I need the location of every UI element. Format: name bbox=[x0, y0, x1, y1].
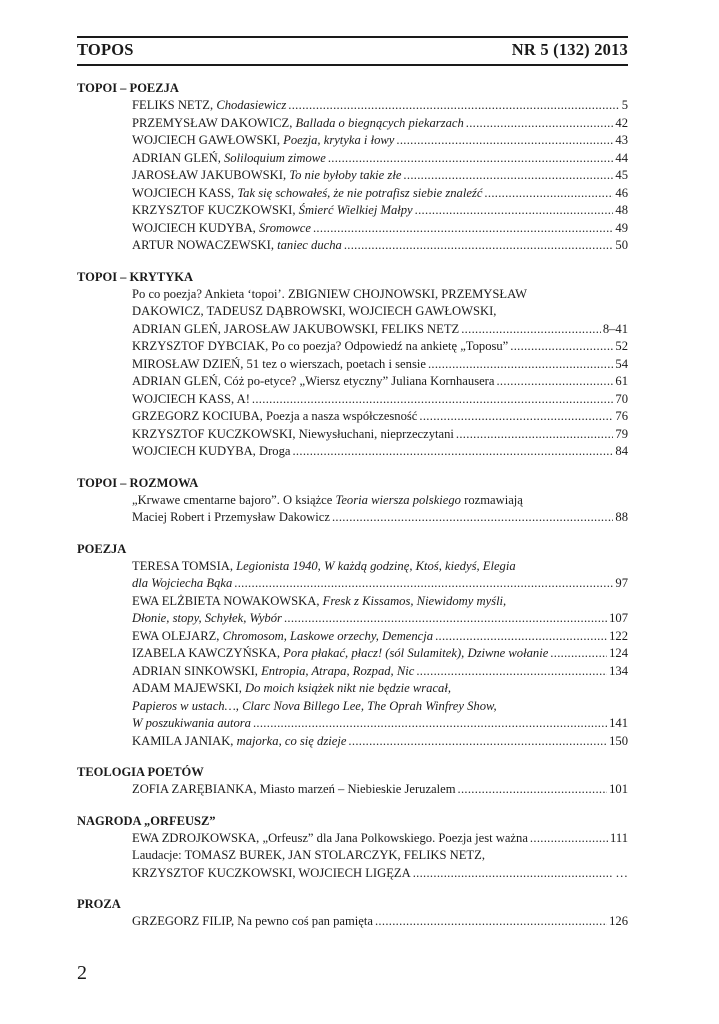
entry-work-title: dla Wojciecha Bąka bbox=[132, 576, 233, 590]
toc-entry bbox=[132, 97, 628, 115]
toc-entry bbox=[132, 373, 628, 391]
page-number: 2 bbox=[77, 962, 87, 984]
entry-work-title: Papieros w ustach…, Clarc Nova Billego Lee, The Oprah Winfrey Show, bbox=[132, 698, 497, 713]
entry-page-number: 70 bbox=[615, 391, 628, 406]
toc-entry bbox=[132, 733, 628, 751]
entry-page-number: 8–41 bbox=[602, 321, 628, 336]
entry-page-number: 150 bbox=[609, 733, 628, 748]
toc-entry bbox=[132, 303, 628, 321]
dot-leader bbox=[428, 356, 613, 374]
section-title: POEZJA bbox=[77, 541, 127, 556]
issue-number: NR 5 (132) 2013 bbox=[511, 40, 628, 59]
entry-page-number: 48 bbox=[615, 203, 628, 217]
entry-text bbox=[132, 663, 414, 681]
entry-text bbox=[132, 97, 286, 115]
toc-entry bbox=[132, 132, 628, 150]
section-title: TEOLOGIA POETÓW bbox=[77, 765, 204, 779]
entry-text bbox=[132, 373, 494, 391]
toc-entry bbox=[132, 628, 628, 646]
section-title: TOPOI – KRYTYKA bbox=[77, 269, 194, 284]
entry-author: ADRIAN GLEŃ, JAROSŁAW JAKUBOWSKI, FELIKS NETZ bbox=[132, 321, 460, 336]
entry-author: GRZEGORZ FILIP, Na pewno coś pan pamięta bbox=[132, 914, 373, 928]
entry-text bbox=[132, 610, 282, 628]
entry-author: GRZEGORZ KOCIUBA, Poezja a nasza współczesność bbox=[132, 409, 418, 423]
entry-author: FELIKS NETZ, bbox=[132, 98, 217, 112]
entry-text bbox=[132, 356, 426, 374]
entry-work-title: Tak się schowałeś, że nie potrafisz siebie znaleźć bbox=[237, 185, 483, 200]
toc-entry bbox=[132, 830, 628, 848]
toc-entry bbox=[132, 509, 628, 527]
entry-text bbox=[132, 558, 516, 576]
entry-author: WOJCIECH KASS, bbox=[132, 185, 238, 200]
dot-leader bbox=[530, 830, 608, 848]
entry-text bbox=[132, 575, 232, 593]
toc-entry bbox=[132, 663, 628, 681]
entry-author: IZABELA KAWCZYŃSKA, bbox=[132, 646, 284, 660]
toc-section bbox=[77, 269, 628, 461]
entry-text bbox=[132, 781, 456, 799]
entry-text bbox=[132, 830, 528, 848]
entry-page-number: 124 bbox=[609, 646, 628, 660]
entry-page-number: 79 bbox=[615, 426, 628, 441]
entry-text bbox=[132, 391, 250, 409]
toc-entry bbox=[132, 492, 628, 510]
header-bottom-rule bbox=[77, 64, 628, 66]
dot-leader bbox=[313, 220, 613, 238]
entry-text bbox=[132, 645, 548, 663]
entry-page-number: 126 bbox=[609, 914, 628, 928]
entry-page-number: 134 bbox=[609, 663, 628, 678]
toc-entry bbox=[132, 426, 628, 444]
toc-entry bbox=[132, 610, 628, 628]
toc-entry bbox=[132, 202, 628, 220]
entry-page-number: 88 bbox=[615, 510, 628, 524]
toc-entry bbox=[132, 150, 628, 168]
entry-text bbox=[132, 492, 523, 510]
entry-page-number: 84 bbox=[615, 444, 628, 458]
dot-leader bbox=[456, 426, 614, 444]
toc-entry bbox=[132, 781, 628, 799]
journal-title: TOPOS bbox=[77, 40, 134, 59]
dot-leader bbox=[344, 237, 614, 255]
entry-text bbox=[132, 913, 373, 931]
entry-page-number: 107 bbox=[609, 611, 628, 625]
entry-author: ADRIAN GLEŃ, bbox=[132, 150, 224, 165]
entry-page-number: 42 bbox=[615, 115, 628, 130]
entry-page-number: 50 bbox=[615, 238, 628, 252]
entry-work-title: Legionista 1940, W każdą godzinę, Ktoś, kiedyś, Elegia bbox=[236, 558, 516, 573]
entry-author: KRZYSZTOF KUCZKOWSKI, bbox=[132, 203, 299, 217]
entry-text bbox=[132, 715, 251, 733]
section-title: TOPOI – POEZJA bbox=[77, 81, 179, 95]
entry-page-number: 49 bbox=[615, 220, 628, 235]
entry-author: KRZYSZTOF DYBCIAK, Po co poezja? Odpowiedź na ankietę „Toposu” bbox=[132, 339, 509, 353]
entry-page-number: 45 bbox=[615, 168, 628, 182]
entry-author: Laudacje: TOMASZ BUREK, JAN STOLARCZYK, FELIKS NETZ, bbox=[132, 848, 485, 862]
entry-author: MIROSŁAW DZIEŃ, 51 tez o wierszach, poetach i sensie bbox=[132, 356, 426, 371]
dot-leader bbox=[484, 185, 613, 203]
entry-page-number: 122 bbox=[609, 628, 628, 643]
toc-section bbox=[77, 80, 628, 255]
entry-author: DAKOWICZ, TADEUSZ DĄBROWSKI, WOJCIECH GAWŁOWSKI, bbox=[132, 304, 497, 318]
entry-author: TERESA TOMSIA, bbox=[132, 558, 237, 573]
toc-entry bbox=[132, 408, 628, 426]
toc-section bbox=[77, 541, 628, 751]
entry-author: KRZYSZTOF KUCZKOWSKI, Niewysłuchani, nieprzeczytani bbox=[132, 426, 454, 441]
toc-entry bbox=[132, 575, 628, 593]
entry-page-number: 52 bbox=[615, 339, 628, 353]
entry-work-title: Teoria wiersza polskiego bbox=[335, 492, 461, 507]
dot-leader bbox=[396, 132, 613, 150]
section-title: TOPOI – ROZMOWA bbox=[77, 475, 199, 490]
dot-leader bbox=[458, 781, 608, 799]
entry-text bbox=[132, 286, 527, 304]
entry-work-title: Entropia, Atrapa, Rozpad, Nic bbox=[261, 663, 415, 678]
entry-work-title: Sromowce bbox=[258, 220, 311, 235]
toc-entry bbox=[132, 680, 628, 698]
entry-author: WOJCIECH KASS, A! bbox=[132, 391, 250, 406]
entry-work-title: Śmierć Wielkiej Małpy bbox=[298, 203, 413, 217]
entry-text bbox=[132, 150, 326, 168]
entry-author: EWA ZDROJKOWSKA, „Orfeusz” dla Jana Polkowskiego. Poezja jest ważna bbox=[132, 830, 528, 845]
toc-entry bbox=[132, 115, 628, 133]
dot-leader bbox=[461, 321, 601, 339]
entry-work-title: majorka, co się dzieje bbox=[236, 733, 347, 748]
entry-work-title: Pora płakać, płacz! (sól Sulamitek), Dziwne wołanie bbox=[283, 646, 549, 660]
toc-entry bbox=[132, 185, 628, 203]
entry-page-number: 141 bbox=[609, 716, 628, 730]
entry-author: EWA OLEJARZ, bbox=[132, 628, 223, 643]
entry-text bbox=[132, 338, 508, 356]
entry-page-number: 46 bbox=[615, 185, 628, 200]
toc-entry bbox=[132, 237, 628, 255]
dot-leader bbox=[415, 202, 614, 220]
toc-entry bbox=[132, 913, 628, 931]
entry-text bbox=[132, 426, 454, 444]
entry-author: WOJCIECH KUDYBA, Droga bbox=[132, 444, 291, 458]
toc-entry bbox=[132, 286, 628, 304]
entry-author: ARTUR NOWACZEWSKI, bbox=[132, 238, 278, 252]
entry-page-number: 97 bbox=[615, 576, 628, 590]
dot-leader bbox=[328, 150, 614, 168]
entry-author: ADRIAN SINKOWSKI, bbox=[132, 663, 262, 678]
entry-text bbox=[132, 220, 311, 238]
toc-entry bbox=[132, 167, 628, 185]
entry-text bbox=[132, 303, 496, 321]
toc-entry bbox=[132, 321, 628, 339]
entry-text bbox=[132, 733, 346, 751]
entry-text bbox=[132, 237, 342, 255]
toc-entry bbox=[132, 443, 628, 461]
toc-entry bbox=[132, 220, 628, 238]
entry-page-number: 44 bbox=[615, 150, 628, 165]
entry-work-title: Soliloquium zimowe bbox=[224, 150, 326, 165]
dot-leader bbox=[403, 167, 613, 185]
entry-page-number: 5 bbox=[621, 98, 628, 112]
entry-work-title: Chodasiewicz bbox=[216, 98, 287, 112]
entry-text bbox=[132, 321, 459, 339]
entry-text bbox=[132, 680, 451, 698]
entry-text bbox=[132, 509, 330, 527]
entry-text bbox=[132, 628, 433, 646]
toc-entry bbox=[132, 865, 628, 883]
dot-leader bbox=[234, 575, 613, 593]
entry-work-title: Poezja, krytyka i łowy bbox=[283, 133, 395, 147]
section-title: NAGRODA „ORFEUSZ” bbox=[77, 813, 216, 828]
entry-author: WOJCIECH GAWŁOWSKI, bbox=[132, 133, 284, 147]
entry-work-title: taniec ducha bbox=[277, 238, 342, 252]
entry-page-number: 101 bbox=[609, 782, 628, 796]
entry-page-number: 61 bbox=[615, 374, 628, 388]
toc-section bbox=[77, 813, 628, 883]
toc-section bbox=[77, 896, 628, 931]
table-of-contents bbox=[77, 80, 628, 945]
entry-author: PRZEMYSŁAW DAKOWICZ, bbox=[132, 115, 296, 130]
entry-work-title: To nie byłoby takie złe bbox=[289, 168, 402, 182]
entry-page-number: 54 bbox=[615, 356, 628, 371]
entry-work-title: Do moich książek nikt nie będzie wracał, bbox=[245, 681, 452, 695]
entry-author: EWA ELŻBIETA NOWAKOWSKA, bbox=[132, 593, 323, 608]
toc-section bbox=[77, 475, 628, 527]
dot-leader bbox=[416, 663, 607, 681]
dot-leader bbox=[435, 628, 607, 646]
entry-work-title: W poszukiwania autora bbox=[132, 716, 251, 730]
toc-entry bbox=[132, 338, 628, 356]
dot-leader bbox=[252, 391, 614, 409]
toc-entry bbox=[132, 391, 628, 409]
entry-text bbox=[132, 115, 464, 133]
entry-author: WOJCIECH KUDYBA, bbox=[132, 220, 259, 235]
dot-leader bbox=[496, 373, 613, 391]
dot-leader bbox=[375, 913, 607, 931]
entry-text bbox=[132, 132, 394, 150]
entry-author: KAMILA JANIAK, bbox=[132, 733, 237, 748]
dot-leader bbox=[550, 645, 607, 663]
dot-leader bbox=[510, 338, 613, 356]
dot-leader bbox=[288, 97, 619, 115]
entry-author: Po co poezja? Ankieta ‘topoi’. ZBIGNIEW CHOJNOWSKI, PRZEMYSŁAW bbox=[132, 286, 528, 301]
entry-author: „Krwawe cmentarne bajoro”. O książce bbox=[132, 492, 336, 507]
dot-leader bbox=[332, 509, 613, 527]
entry-page-number: 76 bbox=[615, 409, 628, 423]
entry-text bbox=[132, 202, 413, 220]
dot-leader bbox=[413, 865, 614, 883]
toc-entry bbox=[132, 715, 628, 733]
dot-leader bbox=[284, 610, 607, 628]
entry-text-after: rozmawiają bbox=[460, 492, 523, 507]
entry-page-number: 111 bbox=[610, 830, 628, 845]
dot-leader bbox=[292, 443, 613, 461]
entry-page-number: 43 bbox=[615, 133, 628, 147]
header-top-rule bbox=[77, 36, 628, 38]
entry-work-title: Chromosom, Laskowe orzechy, Demencja bbox=[222, 628, 434, 643]
toc-entry bbox=[132, 356, 628, 374]
entry-work-title: Fresk z Kissamos, Niewidomy myśli, bbox=[322, 593, 507, 608]
entry-text bbox=[132, 593, 506, 611]
entry-author: KRZYSZTOF KUCZKOWSKI, WOJCIECH LIGĘZA bbox=[132, 865, 411, 880]
entry-page-number: … bbox=[615, 865, 628, 880]
entry-text bbox=[132, 847, 485, 865]
toc-entry bbox=[132, 698, 628, 716]
entry-author: ADAM MAJEWSKI, bbox=[132, 681, 245, 695]
entry-text bbox=[132, 698, 497, 716]
entry-text bbox=[132, 443, 290, 461]
toc-entry bbox=[132, 558, 628, 576]
entry-author: JAROSŁAW JAKUBOWSKI, bbox=[132, 168, 290, 182]
dot-leader bbox=[253, 715, 607, 733]
entry-author: Maciej Robert i Przemysław Dakowicz bbox=[132, 510, 330, 524]
entry-work-title: Ballada o biegnących piekarzach bbox=[295, 115, 464, 130]
dot-leader bbox=[419, 408, 613, 426]
entry-text bbox=[132, 185, 482, 203]
section-title: PROZA bbox=[77, 897, 121, 911]
entry-text bbox=[132, 408, 417, 426]
toc-entry bbox=[132, 593, 628, 611]
toc-section bbox=[77, 764, 628, 799]
entry-text bbox=[132, 865, 411, 883]
dot-leader bbox=[466, 115, 614, 133]
entry-work-title: Dłonie, stopy, Schyłek, Wybór bbox=[132, 611, 282, 625]
toc-entry bbox=[132, 645, 628, 663]
dot-leader bbox=[348, 733, 607, 751]
entry-author: ZOFIA ZARĘBIANKA, Miasto marzeń – Niebieskie Jeruzalem bbox=[132, 782, 456, 796]
entry-author: ADRIAN GLEŃ, Cóż po-etyce? „Wiersz etyczny” Juliana Kornhausera bbox=[132, 374, 495, 388]
toc-entry bbox=[132, 847, 628, 865]
entry-text bbox=[132, 167, 401, 185]
